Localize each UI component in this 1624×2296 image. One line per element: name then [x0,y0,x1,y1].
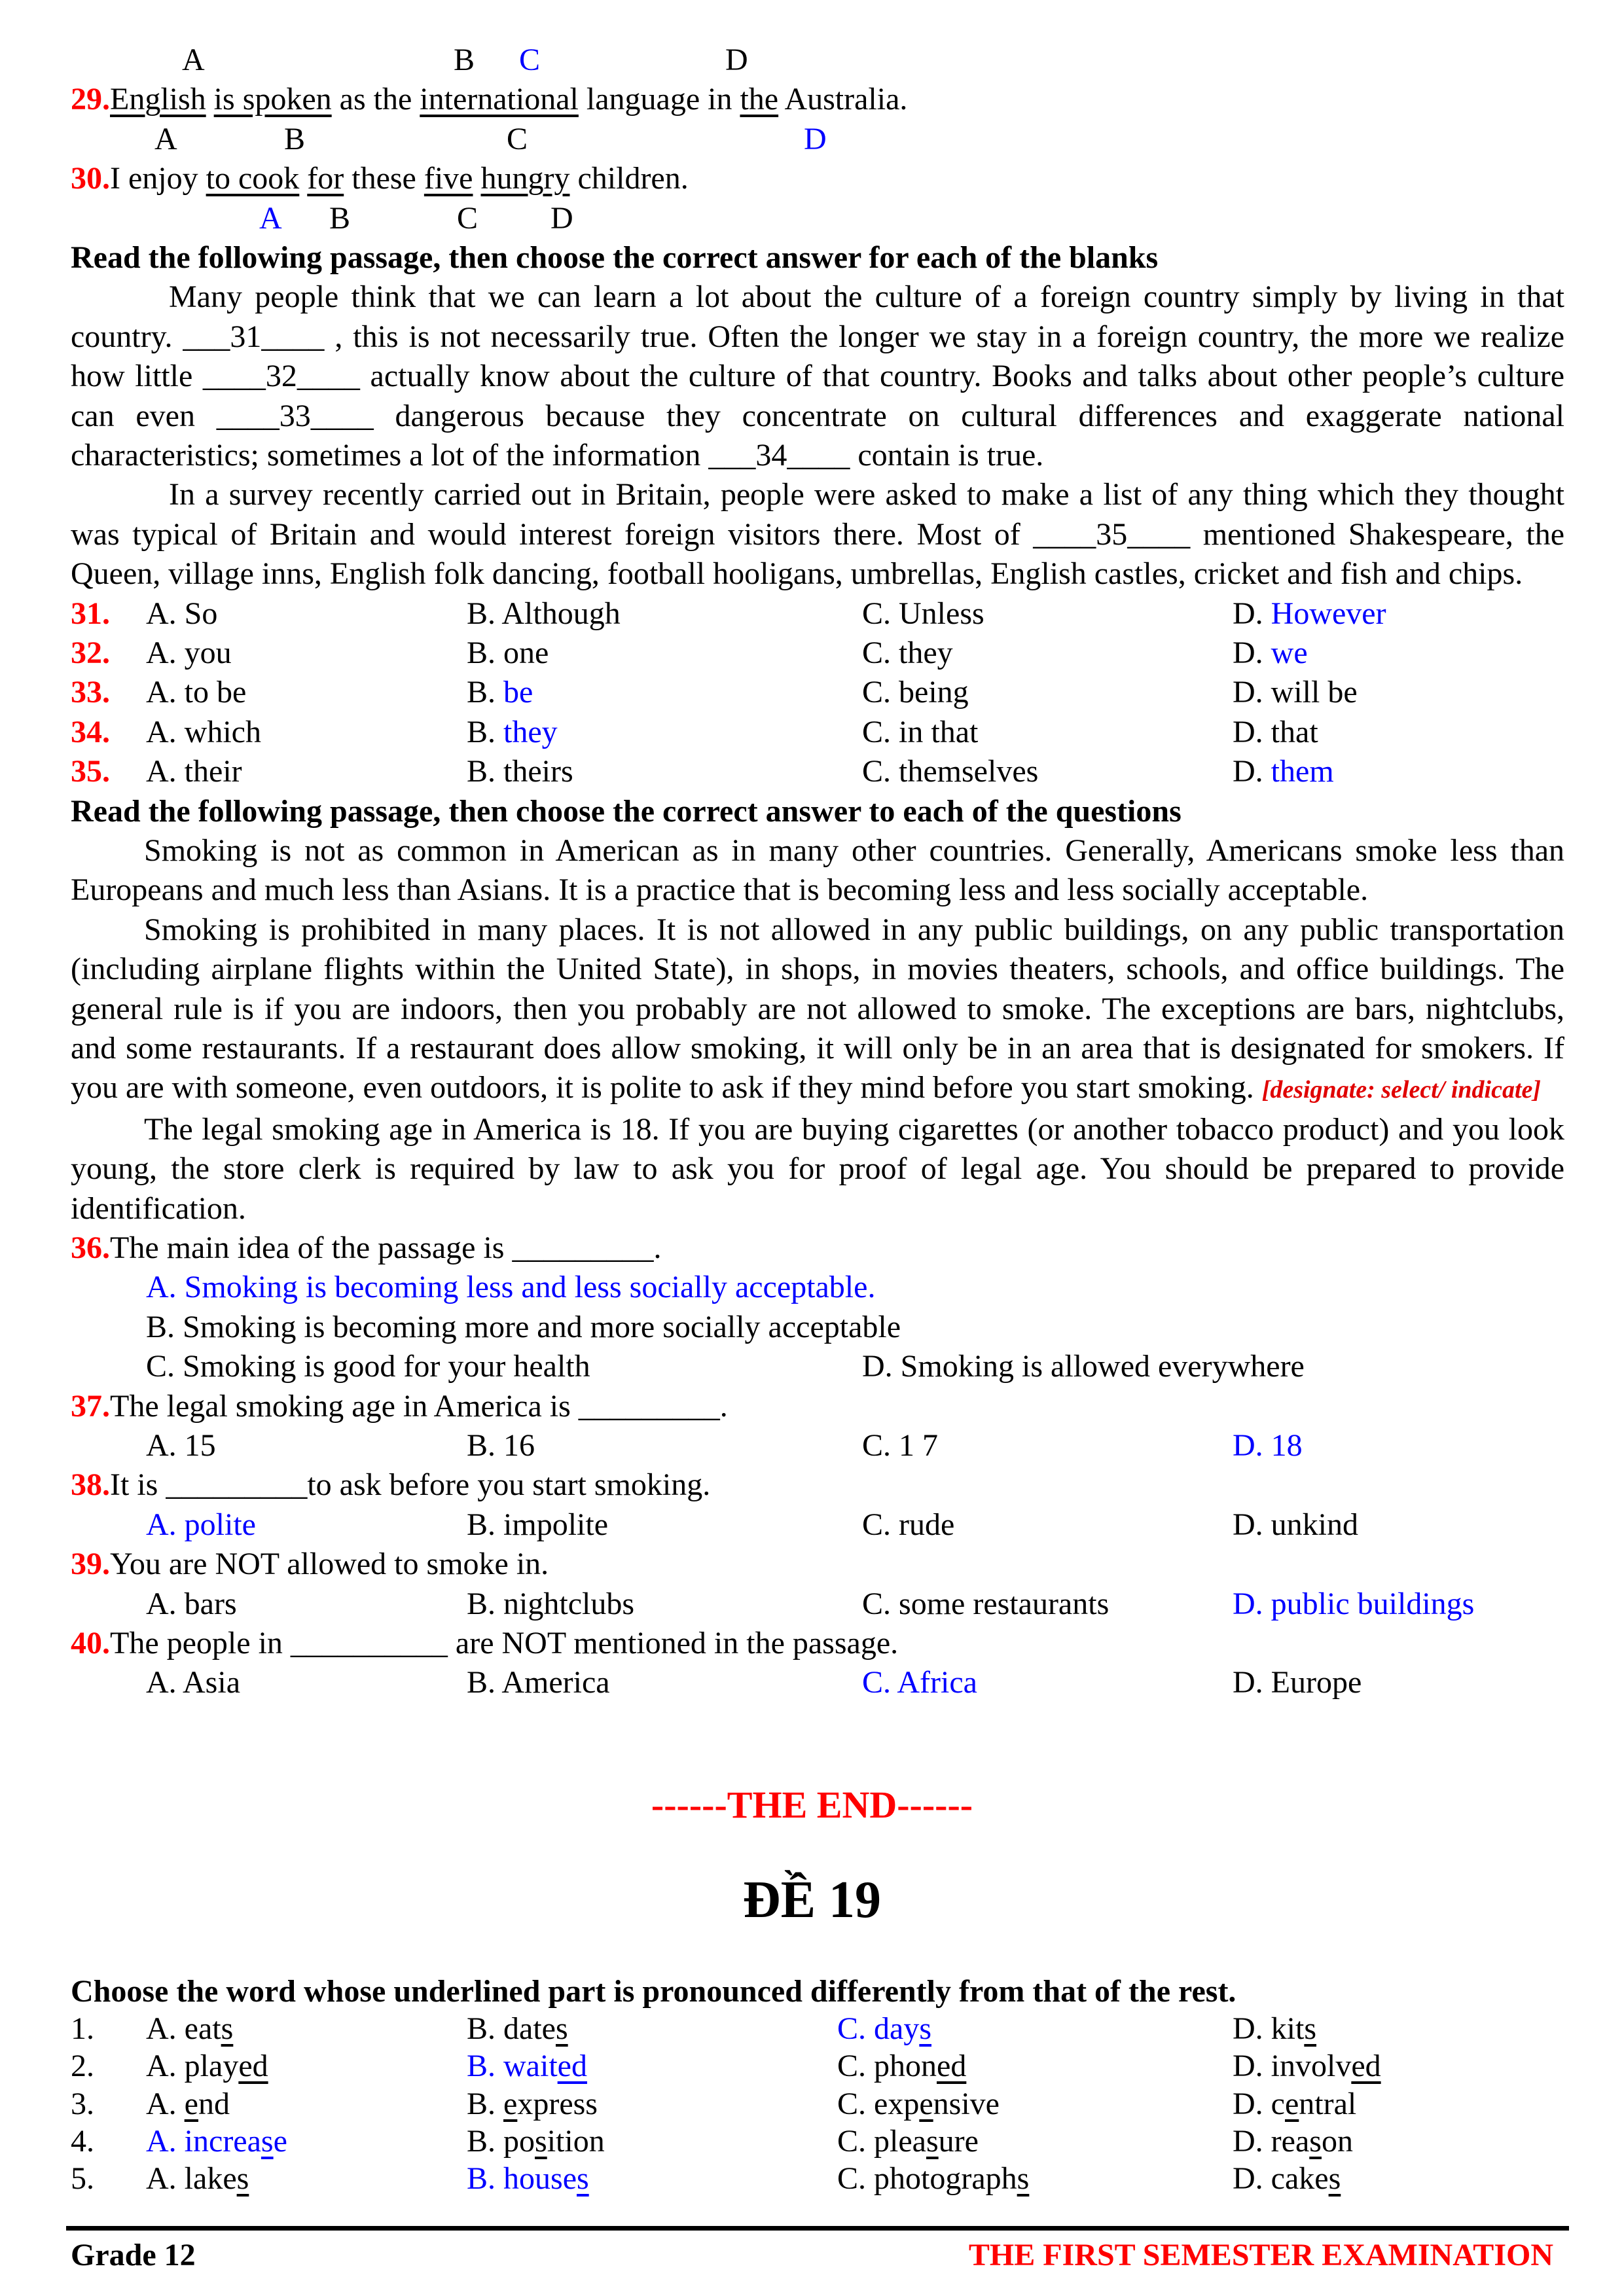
option-c[interactable] [862,594,984,634]
question-number: 37. [71,1388,110,1424]
passage2-paragraph: Smoking is not as common in American as in many other countries. Generally, Americans smoke less than Europeans and much less than Asians. It is a practice that is becoming less and less socially acceptable. [71,833,1564,908]
option-letter: C. [862,596,899,631]
word-part: lake [184,2161,237,2196]
the-end-marker: ------THE END------ [651,1784,973,1826]
word-part: xpress [517,2086,598,2121]
underlined-sound: ed [937,2049,967,2084]
option-letter: B. [467,2049,504,2084]
option-c[interactable] [837,2085,1000,2123]
item-number: 1. [71,2011,94,2047]
option-text: B. Smoking is becoming more and more socially acceptable [146,1309,901,1344]
question-row [71,752,1564,791]
option-b[interactable] [467,673,533,712]
marker-c[interactable]: C [507,121,528,156]
option-letter: C. [837,2161,875,2196]
underlined-segment[interactable]: for [307,161,344,196]
underlined-segment[interactable]: to cook [206,161,300,196]
option-letter: B. [467,675,504,710]
option-c[interactable]: C. 1 7 [862,1427,939,1463]
word-part: photograph [874,2161,1017,2196]
option-a[interactable] [146,713,261,752]
word-part: increa [184,2123,261,2159]
marker-c[interactable]: C [519,43,541,77]
option-d[interactable]: D. Europe [1233,1665,1362,1700]
marker-d[interactable]: D [725,43,748,77]
passage1-heading: Read the following passage, then choose the correct answer for each of the blanks [71,240,1159,275]
footer-grade: Grade 12 [71,2238,196,2272]
option-36-a[interactable] [71,1268,1564,1307]
underlined-segment[interactable]: is spoken [213,82,332,117]
option-text: to be [184,675,247,710]
option-letter: B. [467,2123,504,2159]
underlined-sound: ed [557,2049,587,2084]
question-number: 36. [71,1230,110,1265]
underlined-sound: s [919,2011,932,2047]
pronunciation-section [71,1973,1564,2197]
option-a[interactable] [146,752,242,791]
question-36 [71,1229,1564,1268]
underlined-sound: e [919,2086,933,2121]
options-row [71,1663,1564,1702]
option-36-c[interactable]: C. Smoking is good for your health [146,1349,590,1384]
text-segment: I enjoy [110,161,206,196]
passage2-paragraph [71,910,1564,1110]
exam-content [71,41,1564,1703]
option-c[interactable] [862,752,1038,791]
option-b[interactable]: B. impolite [467,1507,608,1542]
option-36-d[interactable]: D. Smoking is allowed everywhere [862,1349,1305,1384]
underlined-sound: s [1017,2161,1030,2196]
option-letter: C. [862,754,899,789]
option-c[interactable] [862,673,969,712]
option-letter: A. [146,754,185,789]
answer-markers-q29 [71,120,1564,159]
options-36-cd [71,1347,1564,1386]
option-c[interactable]: C. Africa [862,1665,977,1700]
word-part: exp [874,2086,920,2121]
question-stem: You are NOT allowed to smoke in. [110,1547,549,1582]
option-a[interactable] [146,594,217,634]
vocabulary-note: [designate: select/ indicate] [1261,1076,1542,1104]
option-text: being [899,675,969,710]
marker-a[interactable]: A [259,200,282,236]
option-c[interactable]: C. rude [862,1507,955,1542]
option-letter: A. [146,635,185,670]
option-a[interactable] [146,673,246,712]
word-part: house [503,2161,577,2196]
underlined-segment[interactable]: international [420,82,579,117]
answer-markers-q30 [71,199,1564,238]
marker-b[interactable]: B [454,43,475,77]
passage2-paragraph: The legal smoking age in America is 18. If you are buying cigarettes (or another tobacco product) and you look young, the store clerk is required by law to ask you for proof of legal age. You should be prepared to provide identification. [71,1111,1564,1226]
option-c[interactable]: C. some restaurants [862,1586,1110,1621]
item-number: 2. [71,2049,94,2084]
option-a[interactable] [146,2123,287,2160]
pronunciation-row [71,2123,1564,2160]
option-letter: A. [146,2049,185,2084]
option-text: However [1271,596,1386,631]
word-part: ition [547,2123,605,2159]
underlined-sound: s [1328,2161,1341,2196]
pronunciation-row [71,2047,1564,2085]
option-text: one [503,635,549,670]
question-row [71,713,1564,752]
option-text: in that [899,714,979,749]
option-b[interactable] [467,2160,589,2197]
pronunciation-row [71,2010,1564,2047]
underlined-sound: s [577,2161,589,2196]
marker-b[interactable]: B [329,200,351,236]
item-number: 5. [71,2161,94,2196]
underlined-sound: s [535,2123,547,2159]
option-letter: C. [837,2049,875,2084]
footer-divider [66,2226,1569,2231]
option-a[interactable]: A. Asia [146,1665,240,1700]
footer-exam-title: THE FIRST SEMESTER EXAMINATION [968,2238,1553,2272]
option-text: will be [1271,675,1358,710]
option-letter: D. [1233,2011,1271,2047]
underlined-sound: s [1304,2011,1317,2047]
question-number: 40. [71,1625,110,1660]
option-letter: A. [146,714,185,749]
option-text: which [184,714,261,749]
option-d[interactable]: D. unkind [1233,1507,1358,1542]
option-letter: D. [1233,2123,1271,2159]
option-letter: B. [467,596,502,631]
item-number: 4. [71,2123,94,2159]
marker-a[interactable]: A [182,43,205,77]
word-part: e [273,2123,287,2159]
option-a[interactable] [146,2085,230,2123]
option-text: their [184,754,242,789]
option-letter: B. [467,635,504,670]
option-a[interactable]: A. polite [146,1507,256,1542]
option-letter: C. [837,2086,875,2121]
word-part: play [184,2049,239,2084]
option-b[interactable] [467,752,573,791]
text-segment: children. [569,161,689,196]
question-stem-row [71,1545,1564,1584]
question-number: 35. [71,754,110,789]
text-segment: language in [578,82,740,117]
option-text: we [1271,635,1308,670]
word-part: c [1271,2086,1285,2121]
option-text: themselves [899,754,1039,789]
option-a[interactable]: A. 15 [146,1427,216,1463]
option-text: A. Smoking is becoming less and less socially acceptable. [146,1270,876,1305]
option-a[interactable] [146,2010,233,2047]
underlined-segment[interactable]: English [110,82,206,117]
paragraph-text: Smoking is prohibited in many places. It is not allowed in any public buildings, on any public transportation (including airplane flights within the United State), in shops, in movies theaters, schools, and office buildings. The general rule is if you are indoors, then you probably are not allowed to smoke. The exceptions are bars, nightclubs, and some restaurants. If a restaurant does allow smoking, it will only be in an area that is designated for smokers. If you are with someone, even outdoors, it is polite to ask if they mind before you start smoking. [71,912,1564,1105]
option-c[interactable] [837,2123,979,2160]
option-letter: B. [467,714,504,749]
underlined-sound: s [926,2123,939,2159]
option-c[interactable] [862,634,953,673]
word-part: nsive [933,2086,1000,2121]
word-part: nd [198,2086,230,2121]
option-letter: D. [1233,714,1271,749]
item-number: 3. [71,2086,94,2121]
option-d[interactable] [1233,713,1318,752]
word-part: ure [938,2123,979,2159]
marker-b[interactable]: B [284,121,306,156]
option-letter: A. [146,2086,185,2121]
word-part: involv [1271,2049,1352,2084]
marker-d[interactable]: D [550,200,573,236]
text-segment: as the [331,82,420,117]
option-b[interactable] [467,594,621,634]
option-b[interactable] [467,2047,587,2085]
word-part: eat [184,2011,221,2047]
option-d[interactable] [1233,2085,1356,2123]
underlined-sound: e [1284,2086,1299,2121]
answer-markers-q28 [71,41,1564,80]
underlined-sound: s [236,2161,249,2196]
passage2-questions [71,1387,1564,1703]
underlined-sound: s [1309,2123,1322,2159]
option-d[interactable] [1233,2160,1341,2197]
option-c[interactable] [837,2047,966,2085]
word-part: cake [1271,2161,1329,2196]
question-row [71,673,1564,712]
option-a[interactable] [146,2047,268,2085]
word-part: ntral [1299,2086,1357,2121]
underlined-sound: s [555,2011,568,2047]
option-text: be [503,675,533,710]
underlined-sound: e [503,2086,518,2121]
option-b[interactable] [467,2123,605,2160]
option-letter: D. [1233,2086,1271,2121]
question-number: 31. [71,596,110,631]
option-letter: C. [837,2123,875,2159]
option-letter: B. [467,754,504,789]
question-number: 30. [71,161,110,196]
passage2-heading: Read the following passage, then choose the correct answer to each of the questions [71,793,1182,829]
option-letter: D. [1233,635,1271,670]
option-letter: B. [467,2011,504,2047]
option-text: Although [501,596,621,631]
pronunciation-items [71,2010,1564,2197]
option-letter: A. [146,2011,185,2047]
option-letter: A. [146,675,185,710]
word-part: phon [874,2049,937,2084]
option-letter: D. [1233,675,1271,710]
option-c[interactable] [837,2010,931,2047]
word-part: rea [1271,2123,1310,2159]
text-segment [206,82,214,117]
option-text: you [184,635,232,670]
option-a[interactable] [146,2160,249,2197]
option-text: theirs [503,754,573,789]
option-letter: C. [862,635,899,670]
underlined-sound: ed [1351,2049,1381,2084]
underlined-segment[interactable]: hungry [480,161,570,196]
text-segment [299,161,307,196]
option-b[interactable] [467,2010,568,2047]
text-segment [473,161,480,196]
option-36-b[interactable] [71,1308,1564,1347]
question-number: 38. [71,1467,110,1503]
underlined-sound: ed [238,2049,268,2084]
underlined-sound: s [221,2011,234,2047]
option-d[interactable] [1233,594,1386,634]
question-30 [71,159,1564,198]
option-letter: D. [1233,754,1271,789]
question-stem: The people in __________ are NOT mentioned in the passage. [110,1625,899,1660]
option-letter: D. [1233,596,1271,631]
question-number: 33. [71,675,110,710]
options-row [71,1585,1564,1624]
question-stem: It is _________to ask before you start smoking. [110,1467,711,1503]
underlined-sound: e [184,2086,198,2121]
option-letter: C. [862,675,899,710]
marker-c[interactable]: C [457,200,478,236]
option-d[interactable] [1233,2123,1353,2160]
option-d[interactable] [1233,2010,1316,2047]
option-d[interactable]: D. 18 [1233,1427,1303,1463]
option-c[interactable] [837,2160,1029,2197]
option-letter: A. [146,2123,185,2159]
question-stem-row [71,1387,1564,1426]
question-row [71,594,1564,634]
question-number: 34. [71,714,110,749]
option-text: they [899,635,953,670]
option-b[interactable] [467,2085,598,2123]
text-segment: these [344,161,424,196]
option-letter: C. [862,714,899,749]
word-part: on [1321,2123,1353,2159]
option-b[interactable] [467,634,549,673]
option-letter: C. [837,2011,875,2047]
marker-a[interactable]: A [154,121,177,156]
word-part: wait [503,2049,558,2084]
question-number: 29. [71,82,110,117]
section-heading: Choose the word whose underlined part is pronounced differently from that of the rest. [71,1974,1236,2009]
marker-d[interactable]: D [804,121,827,156]
option-c[interactable] [862,713,978,752]
option-b[interactable]: B. 16 [467,1427,535,1463]
underlined-sound: s [261,2123,274,2159]
option-letter: D. [1233,2161,1271,2196]
word-part: kit [1271,2011,1305,2047]
passage1-paragraph: In a survey recently carried out in Britain, people were asked to make a list of any thing which they thought was typical of Britain and would interest foreign visitors there. Most of ____35____ mentioned Shakespeare, the Queen, village inns, English folk dancing, football hooligans, umbrellas, English castles, cricket and fish and chips. [71,477,1564,592]
option-text: that [1271,714,1318,749]
question-stem: The legal smoking age in America is _________. [110,1388,728,1424]
option-letter: B. [467,2086,504,2121]
underlined-segment[interactable]: five [424,161,473,196]
option-letter: B. [467,2161,504,2196]
passage1-questions [71,594,1564,792]
underlined-segment[interactable]: the [740,82,779,117]
question-number: 32. [71,635,110,670]
question-number: 39. [71,1547,110,1582]
pronunciation-row [71,2085,1564,2123]
option-a[interactable]: A. bars [146,1586,237,1621]
option-letter: A. [146,596,185,631]
option-b[interactable]: B. America [467,1665,610,1700]
passage1-paragraph: Many people think that we can learn a lot about the culture of a foreign country simply by living in that country. ___31____ , this is not necessarily true. Often the longer we stay in a foreign country, the more we realize how little ____32____ actually know about the culture of that country. Books and talks about other people’s culture can even ____33____ dangerous because they concentrate on cultural differences and exaggerate national characteristics; sometimes a lot of the information ___34____ contain is true. [71,279,1564,473]
word-part: date [503,2011,556,2047]
question-stem-row [71,1624,1564,1663]
option-letter: A. [146,2161,185,2196]
option-text: Unless [899,596,984,631]
option-text: So [184,596,218,631]
option-text: they [503,714,558,749]
option-d[interactable] [1233,752,1334,791]
options-row [71,1426,1564,1465]
option-d[interactable] [1233,673,1358,712]
test-title: ĐỀ 19 [742,1871,882,1929]
question-stem: The main idea of the passage is _________. [110,1230,662,1265]
option-d[interactable] [1233,634,1308,673]
option-d[interactable]: D. public buildings [1233,1586,1475,1621]
option-a[interactable] [146,634,232,673]
option-text: them [1271,754,1334,789]
word-part: po [503,2123,535,2159]
word-part: day [874,2011,920,2047]
pronunciation-row [71,2160,1564,2197]
option-b[interactable]: B. nightclubs [467,1586,635,1621]
option-letter: D. [1233,2049,1271,2084]
question-29 [71,80,1564,119]
word-part: plea [874,2123,926,2159]
options-row [71,1505,1564,1545]
text-segment: Australia. [778,82,908,117]
question-row [71,634,1564,673]
option-d[interactable] [1233,2047,1381,2085]
question-stem-row [71,1465,1564,1505]
option-b[interactable] [467,713,558,752]
